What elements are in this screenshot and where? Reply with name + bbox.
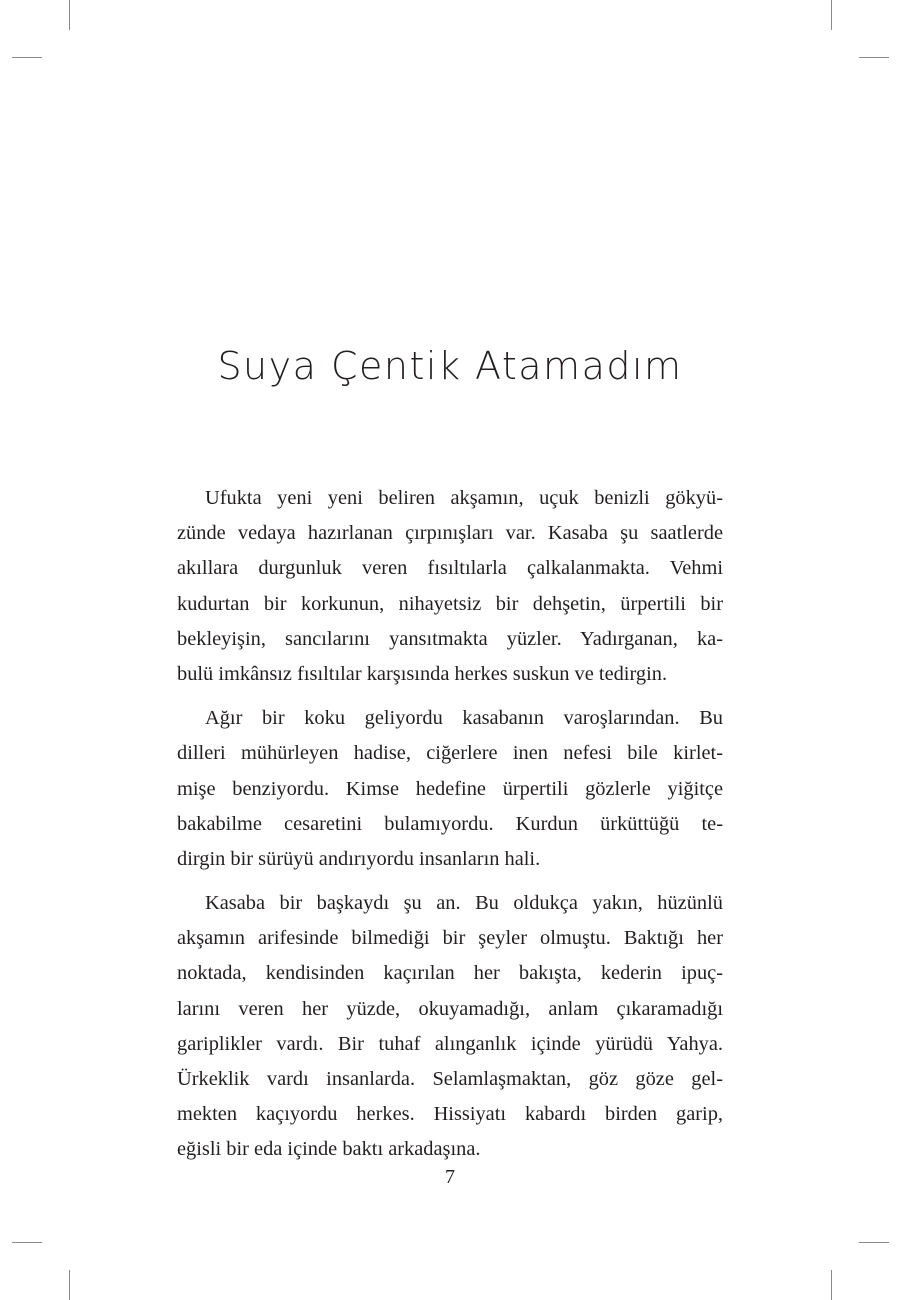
text-line: akşamın arifesinde bilmediği bir şeyler olmuştu. Baktığı her	[177, 927, 723, 950]
crop-mark-top-left-horizontal	[12, 57, 42, 58]
text-line: eğisli bir eda içinde baktı arkadaşına.	[177, 1138, 481, 1161]
text-line: noktada, kendisinden kaçırılan her bakışta, kederin ipuç-	[177, 962, 723, 985]
crop-mark-bottom-right-vertical	[831, 1270, 832, 1300]
text-line: bulü imkânsız fısıltılar karşısında herkes suskun ve tedirgin.	[177, 662, 668, 685]
text-line: zünde vedaya hazırlanan çırpınışları var. Kasaba şu saatlerde	[177, 522, 723, 545]
paragraph-1	[177, 481, 723, 692]
text-line: larını veren her yüzde, okuyamadığı, anlam çıkaramadığı	[177, 997, 723, 1020]
body-text	[177, 481, 723, 1177]
crop-mark-bottom-left-horizontal	[12, 1242, 42, 1243]
text-line: bakabilme cesaretini bulamıyordu. Kurdun ürküttüğü te-	[177, 812, 723, 835]
crop-mark-top-right-vertical	[831, 0, 832, 30]
text-line: dilleri mühürleyen hadise, ciğerlere inen nefesi bile kirlet-	[177, 742, 723, 765]
chapter-title: Suya Çentik Atamadım	[217, 344, 683, 388]
crop-mark-bottom-right-horizontal	[859, 1242, 889, 1243]
page-number: 7	[445, 1166, 455, 1188]
text-line: kudurtan bir korkunun, nihayetsiz bir dehşetin, ürpertili bir	[177, 592, 723, 615]
text-line: bekleyişin, sancılarını yansıtmakta yüzler. Yadırganan, ka-	[177, 627, 723, 650]
text-line: Ufukta yeni yeni beliren akşamın, uçuk benizli gökyü-	[205, 487, 723, 509]
text-line: Ürkeklik vardı insanlarda. Selamlaşmaktan, göz göze gel-	[177, 1068, 723, 1090]
paragraph-3	[177, 886, 723, 1168]
text-line: gariplikler vardı. Bir tuhaf alınganlık içinde yürüdü Yahya.	[177, 1032, 723, 1055]
crop-mark-bottom-left-vertical	[69, 1270, 70, 1300]
paragraph-2	[177, 701, 723, 877]
text-line: mekten kaçıyordu herkes. Hissiyatı kabardı birden garip,	[177, 1103, 723, 1126]
text-line: Kasaba bir başkaydı şu an. Bu oldukça yakın, hüzünlü	[205, 892, 723, 915]
text-line: akıllara durgunluk veren fısıltılarla çalkalanmakta. Vehmi	[177, 557, 723, 580]
text-line: mişe benziyordu. Kimse hedefine ürpertili gözlerle yiğitçe	[177, 777, 723, 800]
text-line: dirgin bir sürüyü andırıyordu insanların hali.	[177, 847, 541, 870]
crop-mark-top-right-horizontal	[859, 57, 889, 58]
text-line: Ağır bir koku geliyordu kasabanın varoşlarından. Bu	[205, 707, 723, 730]
crop-mark-top-left-vertical	[69, 0, 70, 30]
